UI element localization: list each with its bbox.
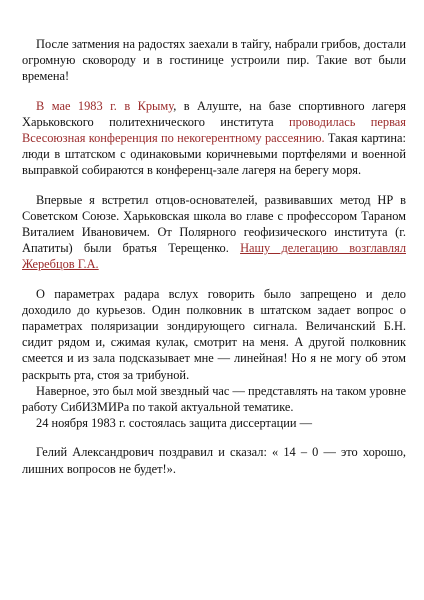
paragraph-6 <box>22 415 406 431</box>
paragraph-2-text-b: Такая картина: люди в штатском с одинаковыми коричневыми портфелями и военной выправкой собираются в конференц-зале лагеря на берегу моря. <box>22 131 406 178</box>
document-page <box>22 36 406 477</box>
date-place-highlight: В мае 1983 г. в Крыму <box>36 98 174 113</box>
paragraph-3 <box>22 192 406 273</box>
paragraph-4 <box>22 286 406 383</box>
paragraph-1-text: После затмения на радостях заехали в тайгу, набрали грибов, достали огромную сковороду и в гостинице устроили пир. Такие вот были времена! <box>22 37 406 84</box>
paragraph-3-text: Впервые я встретил отцов-основателей, развивавших метод НР в Советском Союзе. Харьковская школа во главе с профессором Тараном Виталием Ивановичем. От Полярного геофизического института (г. Апатиты) были братья Терещенко. <box>22 192 406 256</box>
paragraph-7 <box>22 444 406 476</box>
paragraph-1 <box>22 36 406 85</box>
paragraph-7-text: Гелий Александрович поздравил и сказал: « 14 – 0 — это хорошо, лишних вопросов не будет!». <box>22 445 406 476</box>
paragraph-2-text-a: , в Алуште, на базе спортивного лагеря Харьковского политехнического института <box>22 98 406 129</box>
paragraph-5 <box>22 383 406 415</box>
conference-highlight: проводилась первая Всесоюзная конференция по некогерентному рассеянию. <box>22 114 406 146</box>
paragraph-5-text: Наверное, это был мой звездный час — представлять на таком уровне работу СибИЗМИРа по такой актуальной тематике. <box>22 383 406 415</box>
paragraph-4-text: О параметрах радара вслух говорить было запрещено и дело доходило до курьезов. Один полковник в штатском задает вопрос о параметрах поляризации зондирующего сигнала. Величанский Б.Н. сидит рядом и, сжимая кулак, смотрит на меня. А другой полковник смеется и из зала подсказывает мне — линейная! Но я не могу об этом раскрыть рта, стоя за трибуной. <box>22 286 406 382</box>
delegation-link[interactable]: Нашу делегацию возглавлял Жеребцов Г.А. <box>22 241 407 272</box>
paragraph-2 <box>22 98 406 179</box>
paragraph-6-text: 24 ноября 1983 г. состоялась защита диссертации — <box>36 416 312 431</box>
